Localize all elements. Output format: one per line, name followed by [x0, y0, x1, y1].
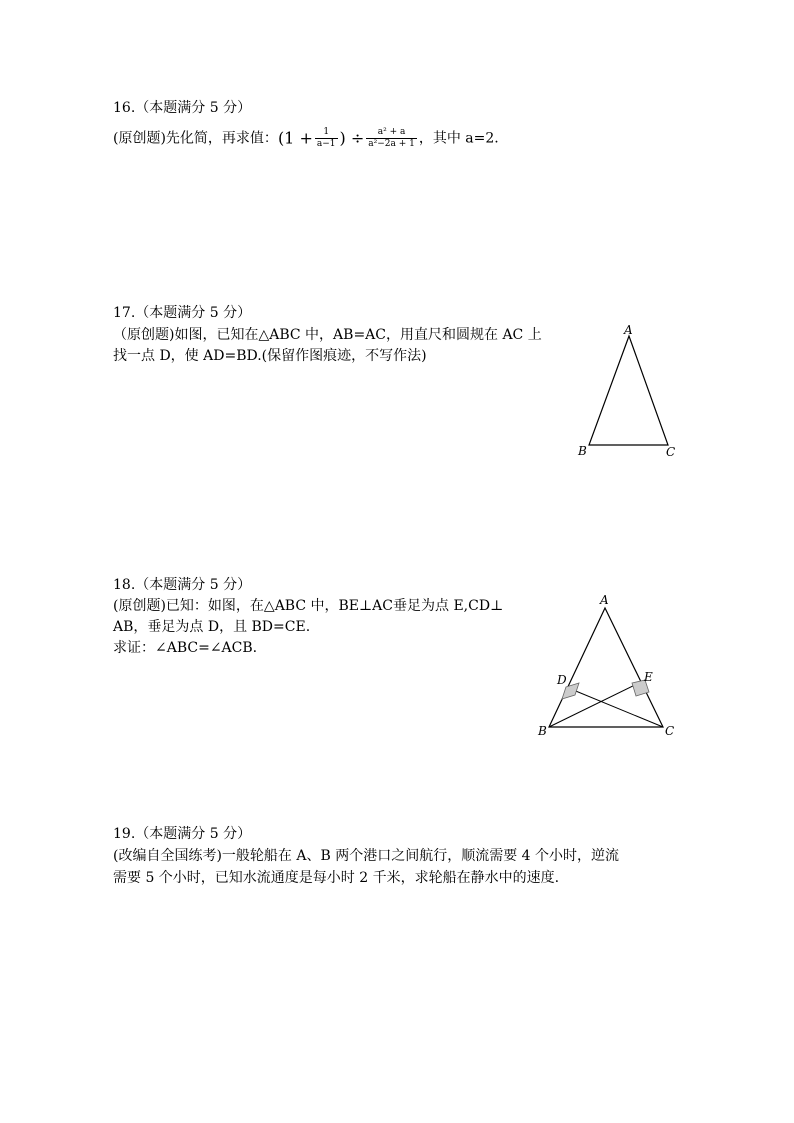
q16-frac2-denominator: a²−2a + 1: [368, 139, 415, 149]
q18-text-line1: (原创题)已知：如图，在△ABC 中，BE⊥AC垂足为点 E,CD⊥: [113, 598, 504, 614]
q17-triangle-figure: [570, 320, 690, 465]
q16-fraction-1: [315, 127, 338, 150]
q17-label-c: C: [666, 445, 676, 459]
q17-label-b: B: [578, 444, 587, 458]
triangle-abc: [589, 336, 668, 445]
q18-triangle-figure: [530, 590, 690, 745]
q18-text-line3: 求证：∠ABC=∠ACB.: [113, 640, 258, 656]
segment-cd: [566, 687, 663, 727]
q18-label-a: A: [600, 593, 609, 607]
q16-fraction-2: [366, 127, 417, 150]
q18-label-d: D: [557, 673, 567, 687]
triangle-abc: [549, 608, 663, 727]
q16-frac1-denominator: a−1: [316, 139, 336, 149]
q17-text-line2: 找一点 D，使 AD=BD.(保留作图痕迹，不写作法): [113, 348, 427, 364]
q16-heading: 16.（本题满分 5 分）: [113, 100, 252, 116]
q17-heading: 17.（本题满分 5 分）: [113, 305, 252, 321]
q18-label-b: B: [538, 724, 547, 738]
q16-close-divide: ) ÷: [339, 128, 365, 148]
q19-heading: 19.（本题满分 5 分）: [113, 826, 252, 842]
q19-text-line1: (改编自全国练考)一般轮船在 A、B 两个港口之间航行，顺流需要 4 个小时，逆流: [113, 848, 620, 864]
q16-open-paren: (1 +: [277, 128, 313, 148]
q18-heading: 18.（本题满分 5 分）: [113, 577, 252, 593]
q17-text-line1: （原创题)如图，已知在△ABC 中，AB=AC，用直尺和圆规在 AC 上: [113, 327, 542, 343]
q16-intro: (原创题)先化简，再求值：: [113, 130, 278, 147]
q16-tail: ，其中 a=2.: [418, 130, 499, 147]
q17-label-a: A: [624, 323, 633, 337]
q16-problem: [113, 127, 499, 150]
segment-be: [549, 680, 645, 727]
q18-text-line2: AB，垂足为点 D，且 BD=CE.: [113, 619, 311, 635]
q18-label-c: C: [665, 724, 675, 738]
q16-frac2-numerator: a² + a: [377, 127, 406, 137]
q19-text-line2: 需要 5 个小时，已知水流通度是每小时 2 千米，求轮船在静水中的速度.: [113, 870, 560, 886]
q16-frac1-numerator: 1: [323, 127, 330, 137]
q18-label-e: E: [644, 670, 653, 684]
